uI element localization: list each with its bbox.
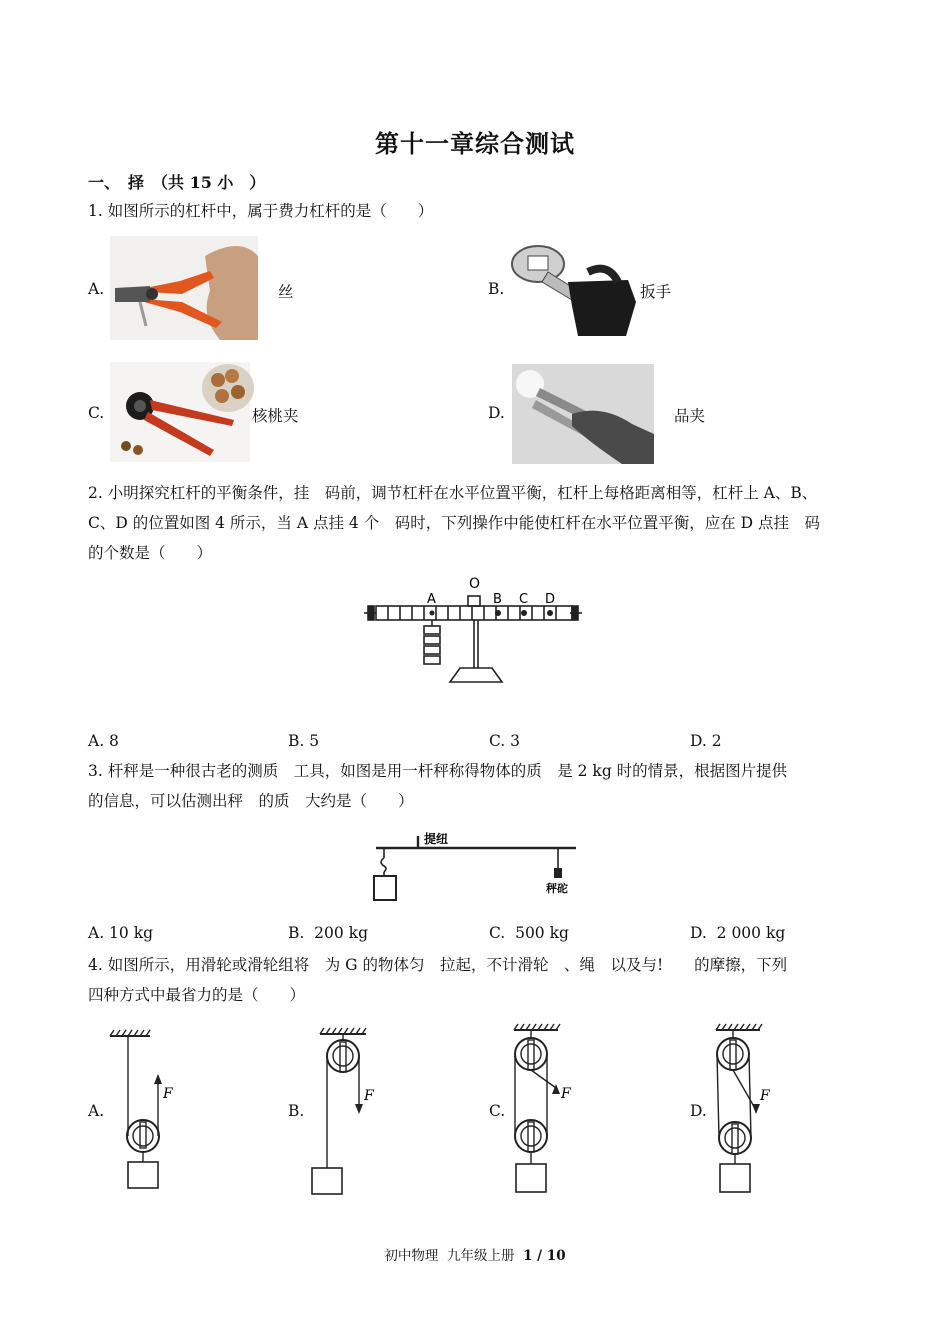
question-2-line-2: C、D 的位置如图 4 所示，当 A 点挂 4 个 码时，下列操作中能使杠杆在水平位置平衡，应在 D 点挂 码 <box>88 514 820 532</box>
lever-label-b: B <box>493 592 502 607</box>
q2-option-b: B. 5 <box>288 732 320 750</box>
q4-option-b: B. <box>288 1102 305 1120</box>
food-tongs-photo <box>512 364 654 464</box>
question-2-line-3: 的个数是（ ） <box>88 544 213 562</box>
q3-option-a: A. 10 kg <box>88 924 154 942</box>
pulley-d-force-label: F <box>760 1088 770 1104</box>
q2-option-d: D. 2 <box>690 732 722 750</box>
pulley-a-figure <box>108 1030 178 1194</box>
q1-option-a-label: A. <box>88 280 105 298</box>
q1-option-d-label: D. <box>488 404 505 422</box>
q4-option-c: C. <box>489 1102 506 1120</box>
pulley-c-figure <box>508 1024 578 1196</box>
question-3-line-1: 3. 杆秤是一种很古老的测质 工具，如图是用一杆秤称得物体的质 是 2 kg 时的情景，根据图片提供 <box>88 762 788 780</box>
section-heading: 一、 择 （共 15 小 ） <box>88 173 266 192</box>
q3-option-b: B. 200 kg <box>288 924 368 942</box>
pulley-a-force-label: F <box>163 1086 173 1102</box>
question-4-line-1: 4. 如图所示，用滑轮或滑轮组将 为 G 的物体匀 拉起，不计滑轮 、绳 以及与! 的摩擦，下列 <box>88 956 788 974</box>
lever-label-d: D <box>545 592 556 607</box>
q3-option-d: D. 2 000 kg <box>690 924 786 942</box>
lever-apparatus-figure <box>364 572 586 690</box>
q1-option-b-caption: 扳手 <box>640 283 672 301</box>
q4-option-d: D. <box>690 1102 707 1120</box>
question-2-line-1: 2. 小明探究杠杆的平衡条件，挂 码前，调节杠杆在水平位置平衡，杠杆上每格距离相等，杠杆上 A、B、 <box>88 484 818 502</box>
q1-option-c-label: C. <box>88 404 105 422</box>
page-footer <box>0 1244 950 1264</box>
question-3-line-2: 的信息，可以估测出秤 的质 大约是（ ） <box>88 792 414 810</box>
steelyard-figure <box>370 828 580 906</box>
steelyard-weight-label: 秤砣 <box>546 882 568 895</box>
q1-option-b-label: B. <box>488 280 505 298</box>
nutcracker-photo <box>110 362 250 462</box>
q1-option-d-caption: 品夹 <box>674 407 706 425</box>
q1-option-a-caption: 丝 <box>278 283 294 301</box>
page-number: 1 / 10 <box>523 1248 566 1264</box>
footer-course: 初中物理 九年级上册 <box>384 1248 524 1264</box>
pulley-c-force-label: F <box>561 1086 571 1102</box>
wrench-photo <box>508 242 638 336</box>
steelyard-knob-label: 提纽 <box>424 832 449 846</box>
q3-option-c: C. 500 kg <box>489 924 569 942</box>
lever-label-c: C <box>519 592 529 607</box>
q2-option-a: A. 8 <box>88 732 119 750</box>
lever-label-o: O <box>469 576 481 592</box>
pulley-d-figure <box>710 1024 780 1196</box>
q4-option-a: A. <box>88 1102 105 1120</box>
page-title: 第十一章综合测试 <box>375 130 575 158</box>
pulley-b-figure <box>306 1026 386 1196</box>
lever-label-a: A <box>427 592 436 607</box>
q1-option-c-caption: 核桃夹 <box>252 407 299 425</box>
pliers-photo <box>110 236 258 340</box>
q2-option-c: C. 3 <box>489 732 521 750</box>
pulley-b-force-label: F <box>364 1088 374 1104</box>
question-4-line-2: 四种方式中最省力的是（ ） <box>88 986 306 1004</box>
question-1-stem: 1. 如图所示的杠杆中，属于费力杠杆的是（ ） <box>88 202 434 220</box>
